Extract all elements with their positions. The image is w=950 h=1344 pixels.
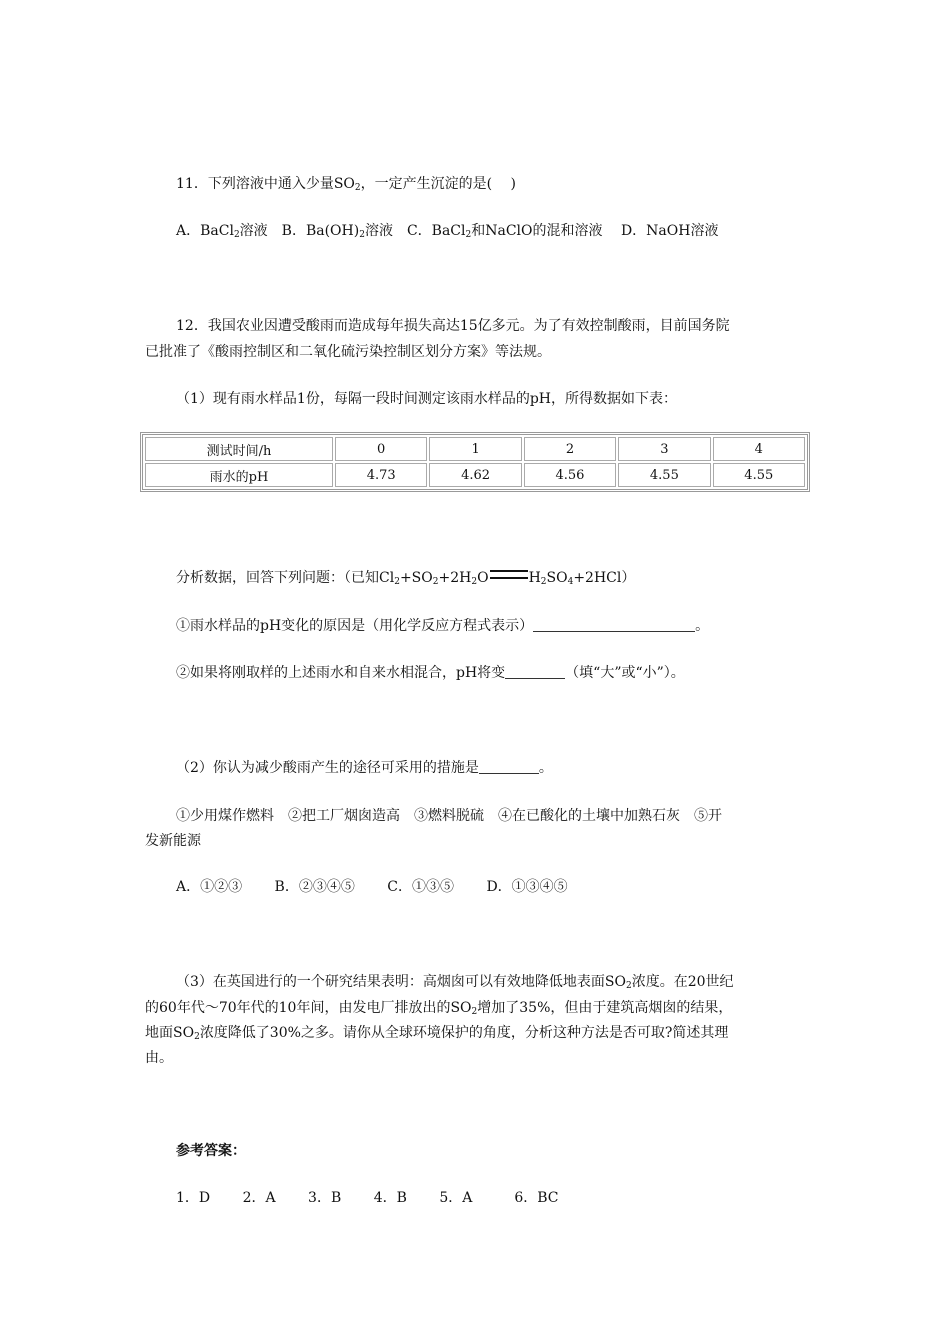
table-cell: 测试时间/h	[145, 437, 333, 461]
sub-question-1: ①雨水样品的pH变化的原因是（用化学反应方程式表示） 。	[176, 618, 710, 634]
q11-stem: 11．下列溶液中通入少量$SO_2$，一定产生沉淀的是( )	[176, 176, 516, 193]
sub-question-2: ②如果将刚取样的上述雨水和自来水相混合，pH将变 （填“大”或“小”）。	[176, 665, 685, 681]
table-cell: 1	[429, 437, 521, 461]
table-cell: 4.56	[524, 463, 616, 487]
q12-part3-line2: 的60年代～70年代的10年间，由发电厂排放出的$SO_2$增加了35%，但由于建筑高烟囱的结果，	[145, 1000, 733, 1017]
table-row	[145, 463, 805, 487]
q12-part3-line1: （3）在英国进行的一个研究结果表明：高烟囱可以有效地降低地表面$SO_2$浓度。在20世纪	[176, 974, 734, 991]
answer-blank[interactable]	[479, 759, 539, 774]
measures-line1: ①少用煤作燃料 ②把工厂烟囱造高 ③燃料脱硫 ④在已酸化的土壤中加熟石灰 ⑤开	[176, 808, 722, 824]
table-cell: 4.62	[429, 463, 521, 487]
q12-part3-line3: 地面$SO_2$浓度降低了30%之多。请你从全球环境保护的角度，分析这种方法是否可取?简述其理	[145, 1025, 729, 1042]
table-cell: 4.55	[713, 463, 805, 487]
q12-part2: （2）你认为减少酸雨产生的途径可采用的措施是 。	[176, 760, 553, 776]
table-row	[145, 437, 805, 461]
measures-line2: 发新能源	[145, 833, 201, 849]
answer-blank[interactable]	[505, 664, 565, 679]
table-cell: 雨水的pH	[145, 463, 333, 487]
answers-line: 1．D 2．A 3．B 4．B 5．A 6．BC	[176, 1190, 559, 1206]
table-cell: 2	[524, 437, 616, 461]
analysis-given-reaction: 分析数据，回答下列问题：（已知$Cl_2+SO_2+2H_2O$ $H_2SO_4+2HCl$）	[176, 570, 636, 587]
table-cell: 3	[618, 437, 710, 461]
q12-part2-options: A．①②③ B．②③④⑤ C．①③⑤ D．①③④⑤	[176, 879, 568, 895]
table-cell: 4	[713, 437, 805, 461]
q12-part3-line4: 由。	[145, 1050, 173, 1066]
answer-blank[interactable]	[533, 617, 695, 632]
equals-sign	[490, 570, 528, 579]
table-cell: 0	[335, 437, 427, 461]
table-cell: 4.73	[335, 463, 427, 487]
q12-part1-intro: （1）现有雨水样品1份，每隔一段时间测定该雨水样品的pH，所得数据如下表：	[176, 391, 677, 407]
q12-intro-line1: 12．我国农业因遭受酸雨而造成每年损失高达15亿多元。为了有效控制酸雨，目前国务院	[176, 318, 730, 334]
answers-heading: 参考答案：	[176, 1143, 246, 1159]
q12-intro-line2: 已批准了《酸雨控制区和二氧化硫污染控制区划分方案》等法规。	[145, 344, 551, 360]
ph-data-table	[140, 432, 810, 492]
table-cell: 4.55	[618, 463, 710, 487]
q11-options: A．BaCl$_2$溶液 B．$Ba(OH)_2$溶液 C．BaCl$_2$和NaClO的混和溶液 D．NaOH溶液	[176, 223, 719, 240]
